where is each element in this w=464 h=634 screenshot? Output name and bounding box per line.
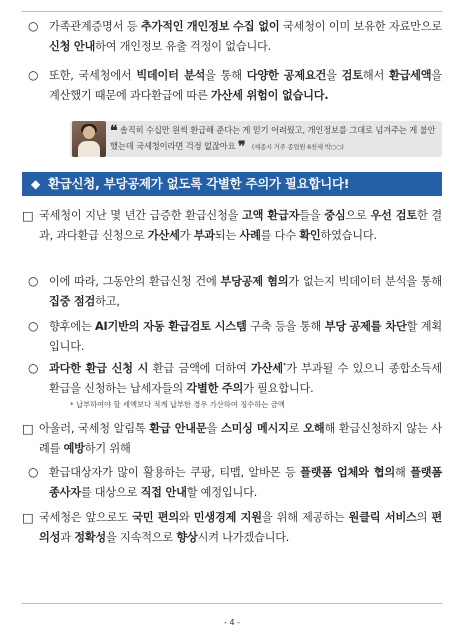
circle-bullet: ○ xyxy=(28,19,39,33)
open-quote-icon: ❝ xyxy=(110,123,118,139)
bullet-item-3: □ 국세청이 지난 몇 년간 급증한 환급신청을 고액 환급자들을 중심으로 우선 검토한 결과, 과다환급 신청으로 가산세가 부과되는 사례를 다수 확인하였습니다. xyxy=(22,208,442,242)
testimonial-quote xyxy=(110,123,440,155)
section-heading: 환급신청, 부당공제가 없도록 각별한 주의가 필요합니다! xyxy=(48,176,350,191)
bullet-item-7: □ 아울러, 국세청 알림톡 환급 안내문을 스미싱 메시지로 오해해 환급신청하지 않는 사례를 예방하기 위해 xyxy=(22,421,442,455)
person-photo-icon xyxy=(72,121,106,157)
diamond-icon: ◆ xyxy=(31,177,41,191)
bullet-item-6: ○ 과다한 환급 신청 시 환급 금액에 더하여 가산세*가 부과될 수 있으니 종합소득세 환급을 신청하는 납세자들의 각별한 주의가 필요합니다. xyxy=(28,361,442,395)
bullet-item-2: ○ 또한, 국세청에서 빅데이터 분석을 통해 다양한 공제요건을 검토해서 환급세액을 계산했기 때문에 과다환급에 따른 가산세 위험이 없습니다. xyxy=(28,68,442,102)
bottom-rule xyxy=(22,603,442,604)
close-quote-icon: ❞ xyxy=(237,139,246,155)
testimonial-source: (세종시 거주 종업원 6천세 박○○) xyxy=(251,144,344,151)
bullet-item-9: □ 국세청은 앞으로도 국민 편의와 민생경제 지원을 위해 제공하는 원클릭 서비스의 편의성과 정확성을 지속적으로 향상시켜 나가겠습니다. xyxy=(22,510,443,544)
page-number: - 4 - xyxy=(224,618,240,627)
square-bullet: □ xyxy=(22,421,34,436)
section-banner xyxy=(22,172,442,196)
footnote: * 납부하여야 할 세액보다 적게 납부한 경우 가산하여 징수하는 금액 xyxy=(70,400,285,409)
square-bullet: □ xyxy=(22,510,34,525)
circle-bullet: ○ xyxy=(28,319,39,333)
top-rule xyxy=(22,11,442,12)
testimonial-text: 솔직히 수십만 원씩 환급해 준다는 게 믿기 어려웠고, 개인정보를 그대로 넘겨주는 게 불안했는데 국세청이라면 걱정 없잖아요 xyxy=(110,125,436,151)
circle-bullet: ○ xyxy=(28,68,39,82)
circle-bullet: ○ xyxy=(28,274,39,288)
circle-bullet: ○ xyxy=(28,361,39,375)
bullet-item-1: ○ 가족관계증명서 등 추가적인 개인정보 수집 없이 국세청이 이미 보유한 자료만으로 신청 안내하여 개인정보 유출 걱정이 없습니다. xyxy=(28,19,443,53)
square-bullet: □ xyxy=(22,208,34,223)
bullet-item-4: ○ 이에 따라, 그동안의 환급신청 건에 부당공제 혐의가 없는지 빅데이터 분석을 통해 집중 점검하고, xyxy=(28,274,442,308)
circle-bullet: ○ xyxy=(28,465,39,479)
bullet-item-8: ○ 환급대상자가 많이 활용하는 쿠팡, 티맵, 알바몬 등 플랫폼 업체와 협의해 플랫폼 종사자를 대상으로 직접 안내할 예정입니다. xyxy=(28,465,443,499)
bullet-item-5: ○ 향후에는 AI기반의 자동 환급검토 시스템 구축 등을 통해 부당 공제를 차단할 계획입니다. xyxy=(28,319,443,353)
